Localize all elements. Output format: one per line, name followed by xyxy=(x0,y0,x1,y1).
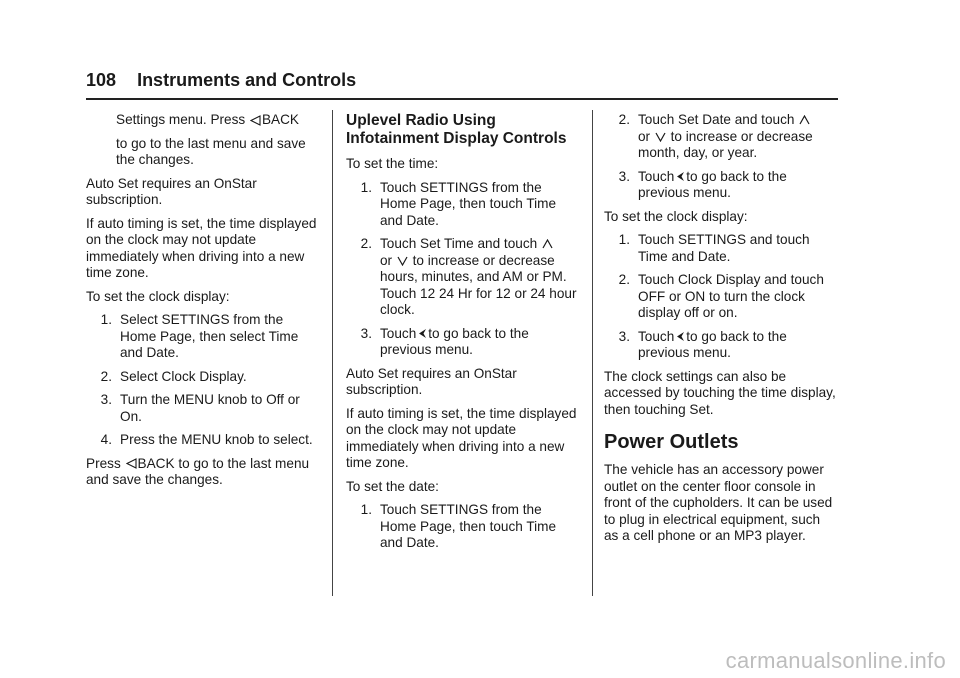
paragraph: To set the clock display: xyxy=(86,288,230,304)
previous-arrow-icon xyxy=(417,328,427,339)
list-item: 3. Touch to go back to the previous menu. xyxy=(618,168,787,200)
caret-down-icon xyxy=(655,132,666,142)
paragraph: Press BACK to go to the last menu and save the changes. xyxy=(86,455,310,487)
paragraph: The clock settings can also be accessed by touching the time display, then touching Set. xyxy=(604,368,836,417)
caret-down-icon xyxy=(397,256,408,266)
paragraph: to go to the last menu and save the changes. xyxy=(116,135,306,167)
back-triangle-icon xyxy=(250,115,261,126)
section-heading: Uplevel Radio Using Infotainment Display Controls xyxy=(346,112,567,147)
watermark: carmanualsonline.info xyxy=(725,648,946,673)
list-item: 1. Select SETTINGS from the Home Page, then select Time and Date. xyxy=(100,312,299,360)
section-title: Instruments and Controls xyxy=(137,70,357,90)
list-item: 2. Touch Set Date and touch or to increase or decrease month, day, or year. xyxy=(618,112,813,160)
list-item: 2. Touch Set Time and touch or to increase or decrease hours, minutes, and AM or PM. Touch 12 24 Hr for 12 or 24 hour clock. xyxy=(360,236,577,317)
paragraph: If auto timing is set, the time displayed on the clock may not update immediately when driving into a new time zone. xyxy=(346,405,577,470)
list-item: 1. Touch SETTINGS from the Home Page, then touch Time and Date. xyxy=(360,179,557,228)
caret-up-icon xyxy=(542,239,553,249)
column-divider-2 xyxy=(592,110,593,596)
paragraph: To set the clock display: xyxy=(604,208,748,224)
list-item: 3. Touch to go back to the previous menu. xyxy=(618,328,787,360)
previous-arrow-icon xyxy=(675,171,685,182)
paragraph: The vehicle has an accessory power outlet on the center floor console in front of the cupholders. It can be used to plug in electrical equipment, such as a cell phone or an MP3 player. xyxy=(604,462,833,543)
list-item: 4. Press the MENU knob to select. xyxy=(100,432,313,447)
header-rule xyxy=(86,98,838,100)
list-item: 2. Touch Clock Display and touch OFF or ON to turn the clock display off or on. xyxy=(618,272,824,320)
back-triangle-icon xyxy=(126,458,137,469)
paragraph: Settings menu. Press BACK xyxy=(116,112,300,127)
paragraph: Auto Set requires an OnStar subscription. xyxy=(86,175,257,207)
list-item: 1. Touch SETTINGS from the Home Page, then touch Time and Date. xyxy=(360,502,557,550)
page-header xyxy=(86,70,356,91)
column-3 xyxy=(604,112,838,552)
list-item: 1. Touch SETTINGS and touch Time and Date. xyxy=(618,232,810,264)
paragraph: If auto timing is set, the time displayed on the clock may not update immediately when driving into a new time zone. xyxy=(86,215,317,280)
list-item: 2. Select Clock Display. xyxy=(100,368,247,384)
column-divider-1 xyxy=(332,110,333,596)
paragraph: To set the time: xyxy=(346,156,439,171)
list-item: 3. Turn the MENU knob to Off or On. xyxy=(100,392,300,424)
section-heading: Power Outlets xyxy=(604,431,739,453)
list-item: 3. Touch to go back to the previous menu. xyxy=(360,325,529,357)
previous-arrow-icon xyxy=(675,331,685,342)
page-number: 108 xyxy=(86,70,117,90)
paragraph: Auto Set requires an OnStar subscription. xyxy=(346,365,517,397)
column-1 xyxy=(86,112,320,496)
column-2 xyxy=(346,112,580,559)
paragraph: To set the date: xyxy=(346,478,439,494)
caret-up-icon xyxy=(799,115,810,125)
